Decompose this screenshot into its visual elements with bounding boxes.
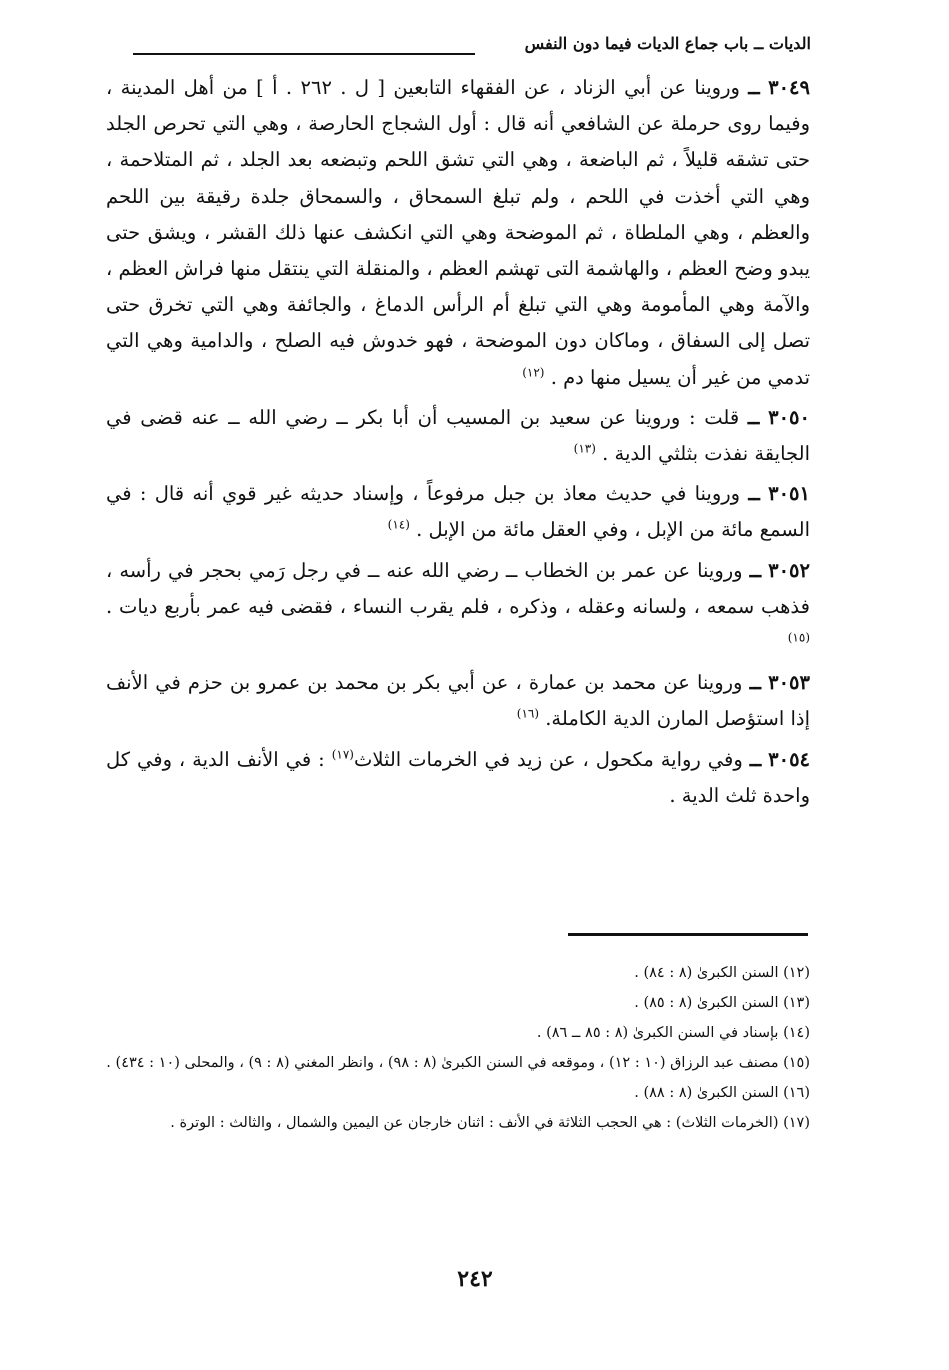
paragraph-number: ٣٠٥٢	[768, 558, 811, 582]
paragraph-3050	[106, 400, 810, 472]
footnote-ref: (١٧)	[331, 747, 354, 762]
paragraph-dash: ــ	[749, 747, 762, 771]
paragraph-dash: ــ	[749, 671, 762, 695]
footnote-separator	[568, 933, 808, 936]
footnote-ref: (١٢)	[522, 365, 545, 380]
footnote-ref: (١٥)	[787, 630, 810, 645]
paragraph-dash: ــ	[748, 76, 760, 99]
paragraph-number: ٣٠٥١	[768, 482, 810, 506]
paragraph-text: قلت : وروينا عن سعيد بن المسيب أن أبا بكر ــ رضي الله ــ عنه قضى في الجايقة نفذت بثلثي الدية .	[106, 405, 810, 466]
paragraph-dash: ــ	[747, 405, 760, 429]
paragraph-number: ٣٠٥٤	[768, 747, 811, 771]
footnote-17: (١٧) (الخرمات الثلاث) : هي الحجب الثلاثة في الأنف : اثنان خارجان عن اليمين والشمال ، والثالث : الوترة .	[170, 1115, 810, 1131]
paragraph-3053	[106, 665, 810, 737]
paragraph-dash: ــ	[748, 482, 760, 506]
footnote-ref: (١٣)	[573, 441, 596, 456]
paragraph-text: وروينا عن محمد بن عمارة ، عن أبي بكر بن محمد بن عمرو بن حزم في الأنف إذا استؤصل المارن الدية الكاملة.	[106, 671, 810, 731]
footnote-ref: (١٤)	[387, 517, 410, 532]
footnotes	[106, 958, 810, 1138]
footnote-14: (١٤) بإسناد في السنن الكبرىٰ (٨ : ٨٥ ــ ٨٦) .	[536, 1025, 810, 1041]
footnote-13: (١٣) السنن الكبرىٰ (٨ : ٨٥) .	[634, 995, 810, 1011]
footnote-ref: (١٦)	[516, 706, 540, 721]
footnote-15: (١٥) مصنف عبد الرزاق (١٠ : ١٢) ، وموقعه في السنن الكبرىٰ (٨ : ٩٨) ، وانظر المغني (٨ : ٩) ، والمحلى (١٠ : ٤٣٤) .	[106, 1055, 810, 1071]
paragraph-text: وروينا عن عمر بن الخطاب ــ رضي الله عنه ــ في رجل رَمي بحجر في رأسه ، فذهب سمعه ، ولسانه وعقله ، وذكره ، فلم يقرب النساء ، فقضى فيه عمر بأربع ديات .	[106, 558, 810, 618]
paragraph-text-continued: : في الأنف الدية ، وفي كل واحدة ثلث الدية .	[106, 747, 810, 807]
footnote-12: (١٢) السنن الكبرىٰ (٨ : ٨٤) .	[634, 965, 810, 981]
main-text	[106, 70, 810, 818]
header-rule	[133, 53, 475, 55]
paragraph-3051	[106, 476, 810, 548]
paragraph-number: ٣٠٥٠	[768, 405, 810, 429]
running-title: الديات ــ باب جماع الديات فيما دون النفس	[524, 34, 811, 53]
page-number: ٢٤٢	[457, 1266, 493, 1292]
paragraph-text: وروينا عن أبي الزناد ، عن الفقهاء التابعين [ ل . ٢٦٢ . أ ] من أهل المدينة ، وفيما روى حرملة عن الشافعي أنه قال : أول الشجاج الحارصة ، وهي التي تحرص الجلد حتى تشقه قليلاً ، ثم الباضعة ، وهي التي تشق اللحم وتبضعه بعد الجلد ، ثم المتلاحمة ، وهي التي أخذت في اللحم ، ولم تبلغ السمحاق ، والسمحاق جلدة رقيقة بين اللحم والعظم ، وهي الملطاة ، ثم الموضحة وهي التي انكشف عنها ذلك القشر ، ويشق حتى يبدو وضح العظم ، والهاشمة التى تهشم العظم ، والمنقلة التي ينتقل منها فراش العظم ، والآمة وهي المأمومة وهي التي تبلغ أم الرأس الدماغ ، والجائفة وهي التي تخرق حتى تصل إلى السفاق ، وماكان دون الموضحة ، فهو خدوش فيه الصلح ، والدامية وهي التي تدمي من غير أن يسيل منها دم .	[106, 76, 810, 389]
paragraph-3049	[106, 70, 810, 396]
paragraph-dash: ــ	[749, 558, 762, 582]
paragraph-3054	[106, 742, 810, 814]
paragraph-text: وفي رواية مكحول ، عن زيد في الخرمات الثلاث	[353, 747, 743, 771]
paragraph-number: ٣٠٤٩	[768, 76, 810, 99]
footnote-16: (١٦) السنن الكبرىٰ (٨ : ٨٨) .	[634, 1085, 810, 1101]
paragraph-3052	[106, 553, 810, 662]
paragraph-number: ٣٠٥٣	[768, 671, 811, 695]
paragraph-text: وروينا في حديث معاذ بن جبل مرفوعاً ، وإسناد حديثه غير قوي أنه قال : في السمع مائة من الإبل ، وفي العقل مائة من الإبل .	[106, 482, 810, 542]
